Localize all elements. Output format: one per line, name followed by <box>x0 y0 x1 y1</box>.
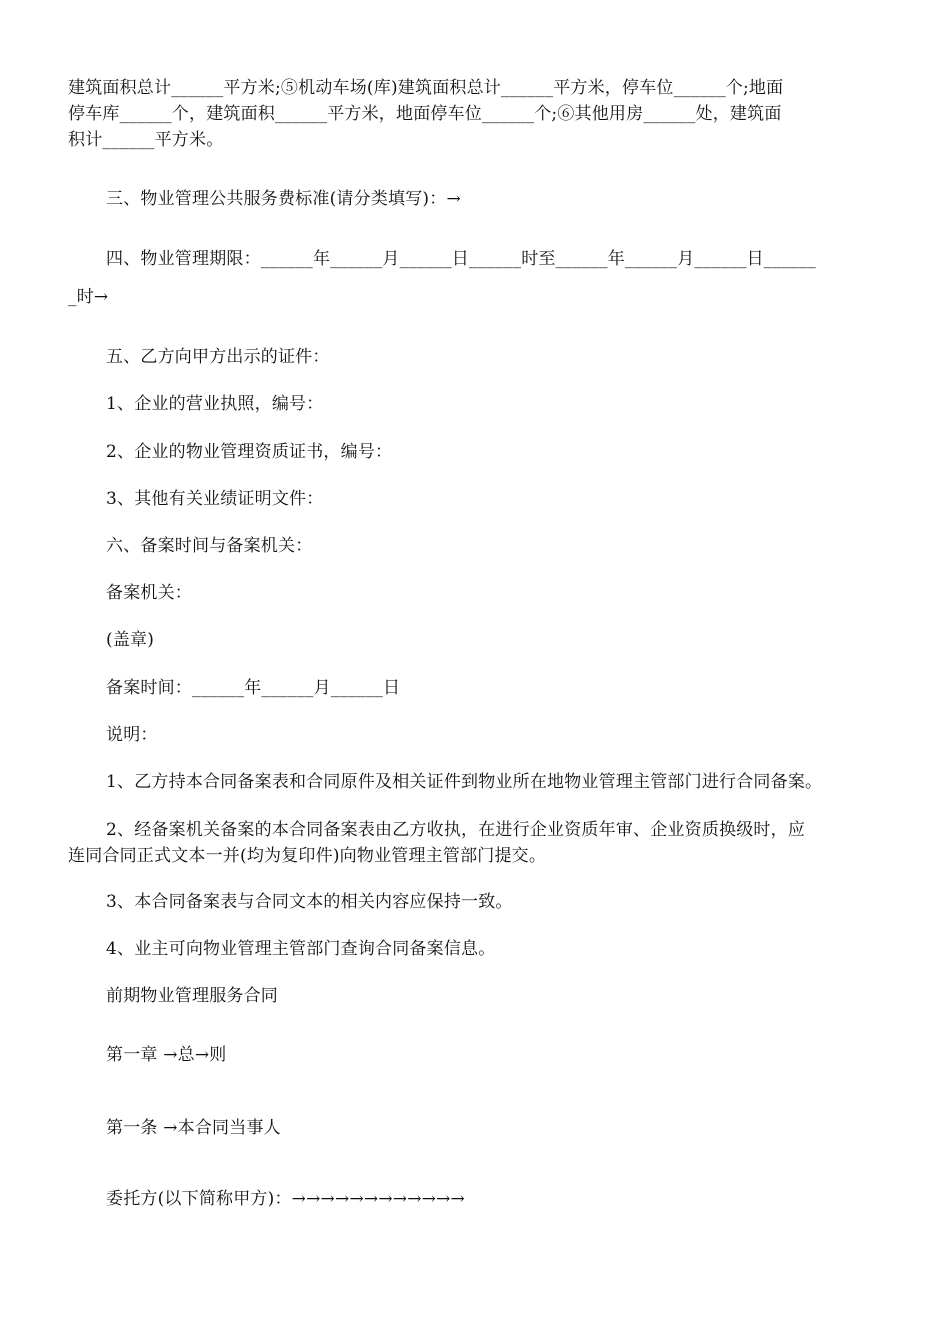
list-item: 2、企业的物业管理资质证书，编号： <box>106 442 393 462</box>
text-line: 委托方(以下简称甲方)：→→→→→→→→→→→→ <box>106 1189 465 1209</box>
text-line: 说明： <box>106 725 158 745</box>
stamp-label: (盖章) <box>106 630 155 650</box>
article-heading: 第一条 →本合同当事人 <box>106 1118 281 1138</box>
text-line: 积计______平方米。 <box>68 130 224 150</box>
document-title: 前期物业管理服务合同 <box>106 986 278 1006</box>
list-item: 2、经备案机关备案的本合同备案表由乙方收执，在进行企业资质年审、企业资质换级时，应 <box>106 820 806 840</box>
text-line: 连同合同正式文本一并(均为复印件)向物业管理主管部门提交。 <box>68 846 547 866</box>
list-item: 3、本合同备案表与合同文本的相关内容应保持一致。 <box>106 892 513 912</box>
list-item: 1、企业的营业执照，编号： <box>106 394 324 414</box>
section-heading: 六、备案时间与备案机关： <box>106 536 313 556</box>
text-line: 停车库______个，建筑面积______平方米，地面停车位______个;⑥其他用房______处，建筑面 <box>68 104 782 124</box>
chapter-heading: 第一章 →总→则 <box>106 1045 227 1065</box>
text-line: 备案时间：______年______月______日 <box>106 678 401 698</box>
section-heading: 四、物业管理期限：______年______月______日______时至______年______月______日______ <box>106 249 816 269</box>
list-item: 4、业主可向物业管理主管部门查询合同备案信息。 <box>106 939 496 959</box>
list-item: 1、乙方持本合同备案表和合同原件及相关证件到物业所在地物业管理主管部门进行合同备案。 <box>106 772 823 792</box>
text-line: 备案机关： <box>106 583 192 603</box>
section-heading: 五、乙方向甲方出示的证件： <box>106 347 330 367</box>
text-line: _时→ <box>68 287 109 307</box>
section-heading: 三、物业管理公共服务费标准(请分类填写)：→ <box>106 189 461 209</box>
list-item: 3、其他有关业绩证明文件： <box>106 489 324 509</box>
text-line: 建筑面积总计______平方米;⑤机动车场(库)建筑面积总计______平方米，停车位______个;地面 <box>68 78 784 98</box>
